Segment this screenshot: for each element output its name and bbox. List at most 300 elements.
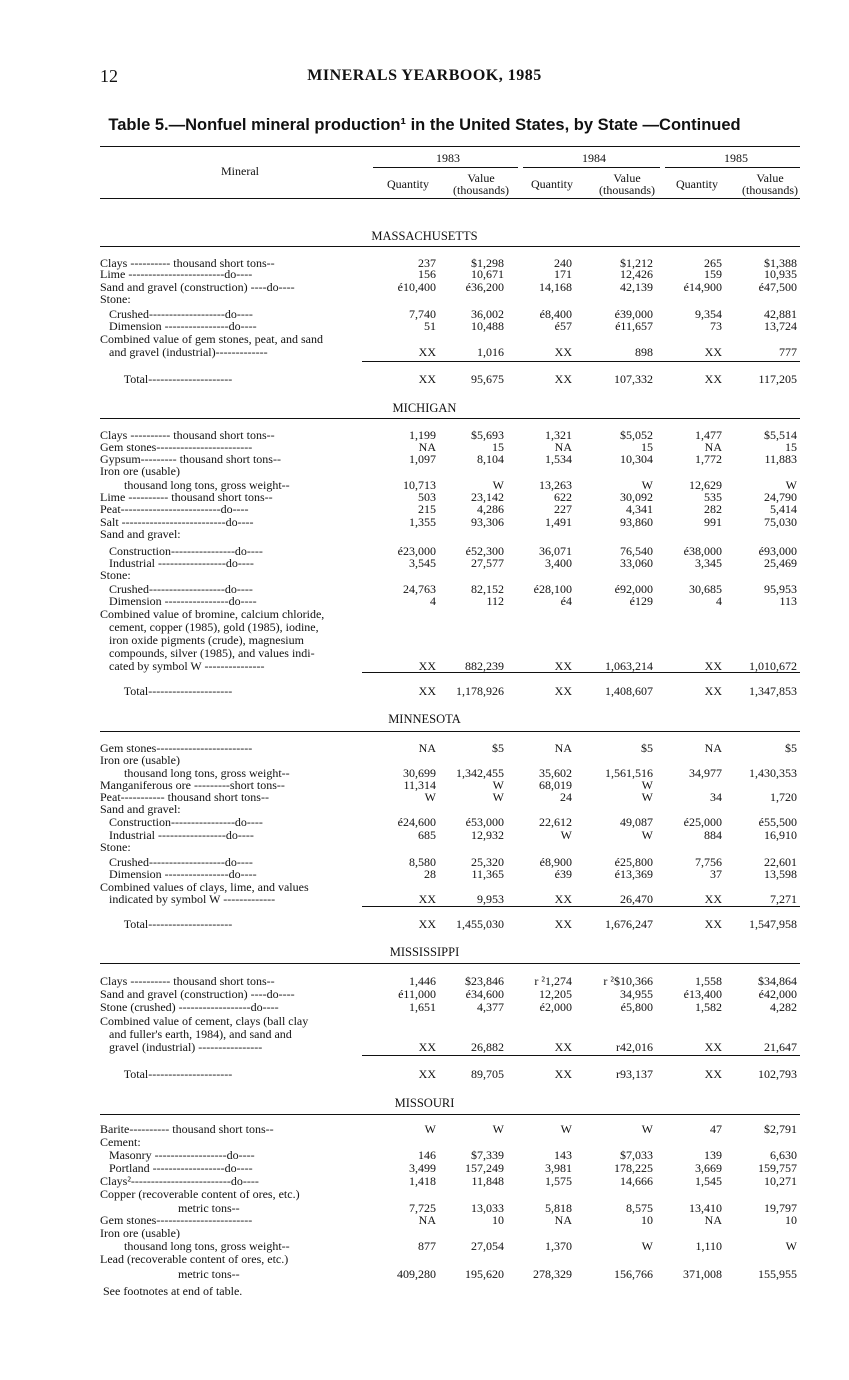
table-row [0,647,849,659]
row-value: é38,000 [683,544,722,558]
row-label: Iron ore (usable) [100,464,180,478]
header-bottom-rule [100,198,800,199]
row-label: thousand long tons, gross weight-- [100,1239,290,1253]
row-label: Gypsum--------- thousand short tons-- [100,452,281,466]
row-value: é24,600 [397,815,436,829]
table-row [0,1068,849,1080]
row-value: é34,600 [465,987,504,1001]
footnote: See footnotes at end of table. [103,1284,243,1298]
row-value: 23,142 [471,490,504,504]
year-rule [523,167,660,168]
row-value: 89,705 [471,1067,504,1081]
row-value: é5,800 [620,1000,653,1014]
row-value: é23,000 [397,544,436,558]
row-value: XX [704,659,722,673]
total-rule [362,1055,800,1056]
row-value: r ²1,274 [534,974,572,988]
row-value: 10,671 [471,267,504,281]
row-label: Dimension ----------------do---- [100,319,257,333]
row-label: Gem stones------------------------ [100,1213,253,1227]
row-value: 4,286 [477,502,504,516]
row-value: 68,019 [539,778,572,792]
row-value: 21,647 [764,1040,797,1054]
table-row [0,293,849,305]
row-label: Total--------------------- [100,372,233,386]
row-value: W [560,828,572,842]
row-label: Crushed-------------------do---- [100,582,253,596]
row-value: 10,713 [403,478,436,492]
value-header: Value [467,171,495,185]
row-value: 24 [560,790,572,804]
row-value: XX [554,1067,572,1081]
row-value: 82,152 [471,582,504,596]
table-row [0,373,849,385]
table-row [0,975,849,987]
table-row [0,528,849,540]
row-value: 14,168 [539,280,572,294]
row-value: XX [418,345,436,359]
row-value: 11,848 [471,1174,504,1188]
row-value: $5,514 [764,428,797,442]
row-label: Combined value of cement, clays (ball clay [100,1014,309,1028]
row-value: XX [418,1067,436,1081]
total-rule [362,361,800,362]
row-value: 15 [641,440,653,454]
table-row [0,803,849,815]
row-value: 265 [704,256,722,270]
row-label: Clays ---------- thousand short tons-- [100,974,275,988]
state-rule [100,246,800,247]
row-value: 1,477 [695,428,722,442]
row-label: Combined values of clays, lime, and values [100,880,309,894]
row-value: 622 [554,490,572,504]
row-value: é13,369 [614,867,653,881]
table-row [0,1028,849,1040]
row-value: 13,263 [539,478,572,492]
table-row [0,893,849,905]
row-value: 1,355 [409,515,436,529]
row-value: 51 [424,319,436,333]
row-value: 9,354 [695,307,722,321]
row-value: 1,772 [695,452,722,466]
row-label: Sand and gravel: [100,802,181,816]
row-value: 8,580 [409,855,436,869]
row-value: W [641,790,653,804]
row-value: 26,470 [620,892,653,906]
row-value: W [492,778,504,792]
row-value: 1,720 [770,790,797,804]
row-label: Lime ---------- thousand short tons-- [100,490,273,504]
row-value: 112 [486,594,504,608]
table-row [0,634,849,646]
row-value: 409,280 [397,1267,436,1281]
table-row [0,465,849,477]
table-top-rule [100,146,800,147]
row-value: $7,339 [471,1148,504,1162]
row-value: 1,418 [409,1174,436,1188]
row-value: 685 [418,828,436,842]
row-value: W [641,828,653,842]
row-value: W [641,778,653,792]
row-value: 3,499 [409,1161,436,1175]
row-value: W [424,1122,436,1136]
row-value: 36,071 [539,544,572,558]
row-value: 107,332 [614,372,653,386]
row-value: 1,534 [545,452,572,466]
row-value: 10,271 [764,1174,797,1188]
row-label: and gravel (industrial)------------- [100,345,268,359]
row-value: 24,790 [764,490,797,504]
row-label: Sand and gravel: [100,527,181,541]
row-value: 777 [779,345,797,359]
row-value: 278,329 [533,1267,572,1281]
row-value: 36,002 [471,307,504,321]
row-value: 42,139 [620,280,653,294]
value-header-unit: (thousands) [599,183,655,197]
row-value: XX [554,345,572,359]
table-row [0,1188,849,1200]
row-value: 503 [418,490,436,504]
row-value: XX [418,684,436,698]
row-value: XX [704,917,722,931]
row-value: 1,547,958 [749,917,797,931]
row-value: $1,212 [620,256,653,270]
row-value: 155,955 [758,1267,797,1281]
row-value: 34 [710,790,722,804]
row-value: é129 [629,594,653,608]
row-value: 11,314 [403,778,436,792]
row-value: 10 [641,1213,653,1227]
row-value: XX [704,372,722,386]
state-heading: MISSISSIPPI [389,945,460,959]
row-value: 1,561,516 [605,766,653,780]
running-header [0,66,849,90]
row-value: é55,500 [758,815,797,829]
row-label: compounds, silver (1985), and values indi- [100,646,315,660]
row-value: $23,846 [465,974,504,988]
row-label: Gem stones------------------------ [100,741,253,755]
row-value: é13,400 [683,987,722,1001]
row-label: cated by symbol W --------------- [100,659,265,673]
row-label: Sand and gravel (construction) ----do---- [100,987,295,1001]
row-label: Crushed-------------------do---- [100,307,253,321]
row-value: XX [418,1040,436,1054]
row-value: 95,675 [471,372,504,386]
row-value: r93,137 [616,1067,653,1081]
row-value: 25,469 [764,556,797,570]
row-value: é25,800 [614,855,653,869]
row-value: 3,545 [409,556,436,570]
row-label: iron oxide pigments (crude), magnesium [100,633,304,647]
row-value: 13,033 [471,1201,504,1215]
row-value: 8,575 [626,1201,653,1215]
table-row [0,1253,849,1265]
row-value: W [560,1122,572,1136]
row-value: $5 [492,741,504,755]
state-rule [100,1114,800,1115]
row-value: 12,932 [471,828,504,842]
row-value: 12,629 [689,478,722,492]
row-label: Industrial -----------------do---- [100,828,254,842]
value-header: Value [613,171,641,185]
row-value: 156,766 [614,1267,653,1281]
row-value: 76,540 [620,544,653,558]
row-value: $2,791 [764,1122,797,1136]
row-value: 884 [704,828,722,842]
row-value: W [492,478,504,492]
total-rule [362,906,800,907]
row-value: 1,676,247 [605,917,653,931]
row-value: W [492,790,504,804]
row-value: XX [554,1040,572,1054]
row-value: 156 [418,267,436,281]
row-value: XX [704,1067,722,1081]
row-label: thousand long tons, gross weight-- [100,766,290,780]
table-row [0,868,849,880]
row-value: NA [554,440,572,454]
row-value: XX [704,892,722,906]
row-value: é52,300 [465,544,504,558]
row-value: 1,321 [545,428,572,442]
row-value: W [641,1239,653,1253]
row-label: Combined value of bromine, calcium chloride, [100,607,325,621]
row-label: gravel (industrial) ---------------- [100,1040,263,1054]
row-value: 28 [424,867,436,881]
row-value: 4,377 [477,1000,504,1014]
row-label: Manganiferous ore ---------short tons-- [100,778,285,792]
row-value: 33,060 [620,556,653,570]
row-label: Dimension ----------------do---- [100,867,257,881]
row-value: 24,763 [403,582,436,596]
state-heading: MICHIGAN [392,401,457,415]
row-value: 22,612 [539,815,572,829]
value-header: Value [756,171,784,185]
row-value: 1,582 [695,1000,722,1014]
table-row [0,1175,849,1187]
row-value: é14,900 [683,280,722,294]
row-value: 30,092 [620,490,653,504]
table-row [0,1227,849,1239]
table-row [0,608,849,620]
row-value: 237 [418,256,436,270]
row-value: 1,199 [409,428,436,442]
row-value: 157,249 [465,1161,504,1175]
row-value: 47 [710,1122,722,1136]
row-value: 898 [635,345,653,359]
row-value: XX [554,917,572,931]
row-value: NA [554,741,572,755]
row-value: 1,558 [695,974,722,988]
row-label: Portland ------------------do---- [100,1161,253,1175]
row-value: 10,304 [620,452,653,466]
table-row [0,621,849,633]
table-row [0,841,849,853]
row-value: 143 [554,1148,572,1162]
row-value: 159,757 [758,1161,797,1175]
row-value: 27,054 [471,1239,504,1253]
state-rule [100,731,800,732]
state-rule [100,963,800,964]
row-value: 7,740 [409,307,436,321]
row-value: 1,063,214 [605,659,653,673]
row-value: W [492,1122,504,1136]
row-value: é10,400 [397,280,436,294]
row-value: 4 [430,594,436,608]
row-label: Stone: [100,840,131,854]
table-row [0,1149,849,1161]
row-value: XX [554,892,572,906]
row-value: W [641,478,653,492]
row-value: 3,400 [545,556,572,570]
table-row [0,1214,849,1226]
table-row [0,1015,849,1027]
row-value: 10 [785,1213,797,1227]
row-value: 8,104 [477,452,504,466]
year-header: 1983 [436,151,460,165]
row-label: Crushed-------------------do---- [100,855,253,869]
row-label: Peat----------- thousand short tons-- [100,790,269,804]
row-value: $7,033 [620,1148,653,1162]
table-row [0,1041,849,1053]
row-label: Lime ------------------------do---- [100,267,253,281]
row-label: Iron ore (usable) [100,753,180,767]
row-value: 11,365 [471,867,504,881]
row-value: r42,016 [616,1040,653,1054]
table-row [0,1240,849,1252]
state-heading: MINNESOTA [388,712,461,726]
row-value: 26,882 [471,1040,504,1054]
row-value: NA [704,741,722,755]
year-header: 1985 [724,151,748,165]
row-value: 139 [704,1148,722,1162]
row-value: 1,651 [409,1000,436,1014]
row-value: 1,097 [409,452,436,466]
row-value: 3,345 [695,556,722,570]
row-value: $5 [785,741,797,755]
row-label: Salt --------------------------do---- [100,515,254,529]
row-value: 171 [554,267,572,281]
row-value: NA [418,741,436,755]
table-row [0,754,849,766]
table-row [0,1268,849,1280]
row-value: 146 [418,1148,436,1162]
row-value: 10,935 [764,267,797,281]
row-value: é39 [554,867,572,881]
row-value: 1,342,455 [456,766,504,780]
row-value: 10,488 [471,319,504,333]
row-value: $5,052 [620,428,653,442]
row-label: Industrial -----------------do---- [100,556,254,570]
row-value: 34,955 [620,987,653,1001]
row-label: metric tons-- [100,1201,240,1215]
row-value: é53,000 [465,815,504,829]
total-rule [362,672,800,673]
value-header-unit: (thousands) [453,183,509,197]
table-row [0,1136,849,1148]
row-label: Combined value of gem stones, peat, and sand [100,332,323,346]
mineral-column-header: Mineral [221,164,259,178]
row-value: 11,883 [764,452,797,466]
row-value: 37 [710,867,722,881]
row-label: Copper (recoverable content of ores, etc.) [100,1187,300,1201]
value-header-unit: (thousands) [742,183,798,197]
row-value: 30,699 [403,766,436,780]
row-value: $1,388 [764,256,797,270]
table-row [0,816,849,828]
row-value: 10 [492,1213,504,1227]
row-value: é4 [560,594,572,608]
row-value: é25,000 [683,815,722,829]
row-value: 14,666 [620,1174,653,1188]
row-value: NA [704,440,722,454]
row-value: 371,008 [683,1267,722,1281]
row-value: 6,630 [770,1148,797,1162]
row-label: metric tons-- [100,1267,240,1281]
row-value: r ²$10,366 [603,974,653,988]
row-value: é39,000 [614,307,653,321]
row-value: 535 [704,490,722,504]
row-label: Total--------------------- [100,1067,233,1081]
row-value: W [424,790,436,804]
row-value: XX [704,1040,722,1054]
row-value: 4 [716,594,722,608]
state-heading: MISSOURI [394,1096,455,1110]
table-row [0,685,849,697]
row-value: 93,306 [471,515,504,529]
row-value: XX [704,684,722,698]
row-value: 1,178,926 [456,684,504,698]
row-value: é11,657 [615,319,653,333]
row-value: $5 [641,741,653,755]
row-value: 9,953 [477,892,504,906]
state-heading: MASSACHUSETTS [371,229,478,243]
row-label: Cement: [100,1135,141,1149]
row-label: Construction----------------do---- [100,544,263,558]
table-row [0,503,849,515]
row-value: 1,408,607 [605,684,653,698]
row-value: é8,400 [539,307,572,321]
row-value: é57 [554,319,572,333]
row-label: Stone (crushed) ------------------do---- [100,1000,279,1014]
row-value: XX [554,684,572,698]
row-value: W [785,478,797,492]
quantity-header: Quantity [531,177,573,191]
row-label: Peat-------------------------do---- [100,502,249,516]
row-value: 4,341 [626,502,653,516]
row-value: 1,016 [477,345,504,359]
row-value: 5,414 [770,502,797,516]
row-label: Lead (recoverable content of ores, etc.) [100,1252,289,1266]
row-value: 7,725 [409,1201,436,1215]
row-value: 7,756 [695,855,722,869]
table-row [0,1162,849,1174]
row-value: NA [554,1213,572,1227]
row-value: NA [418,1213,436,1227]
row-value: XX [418,917,436,931]
row-value: XX [554,659,572,673]
row-value: W [785,1239,797,1253]
row-value: é2,000 [539,1000,572,1014]
year-header: 1984 [582,151,606,165]
row-value: $1,298 [471,256,504,270]
table-row [0,333,849,345]
row-label: Total--------------------- [100,917,233,931]
row-value: 1,110 [695,1239,722,1253]
row-value: 1,446 [409,974,436,988]
row-value: 178,225 [614,1161,653,1175]
row-label: Construction----------------do---- [100,815,263,829]
row-label: Gem stones------------------------ [100,440,253,454]
